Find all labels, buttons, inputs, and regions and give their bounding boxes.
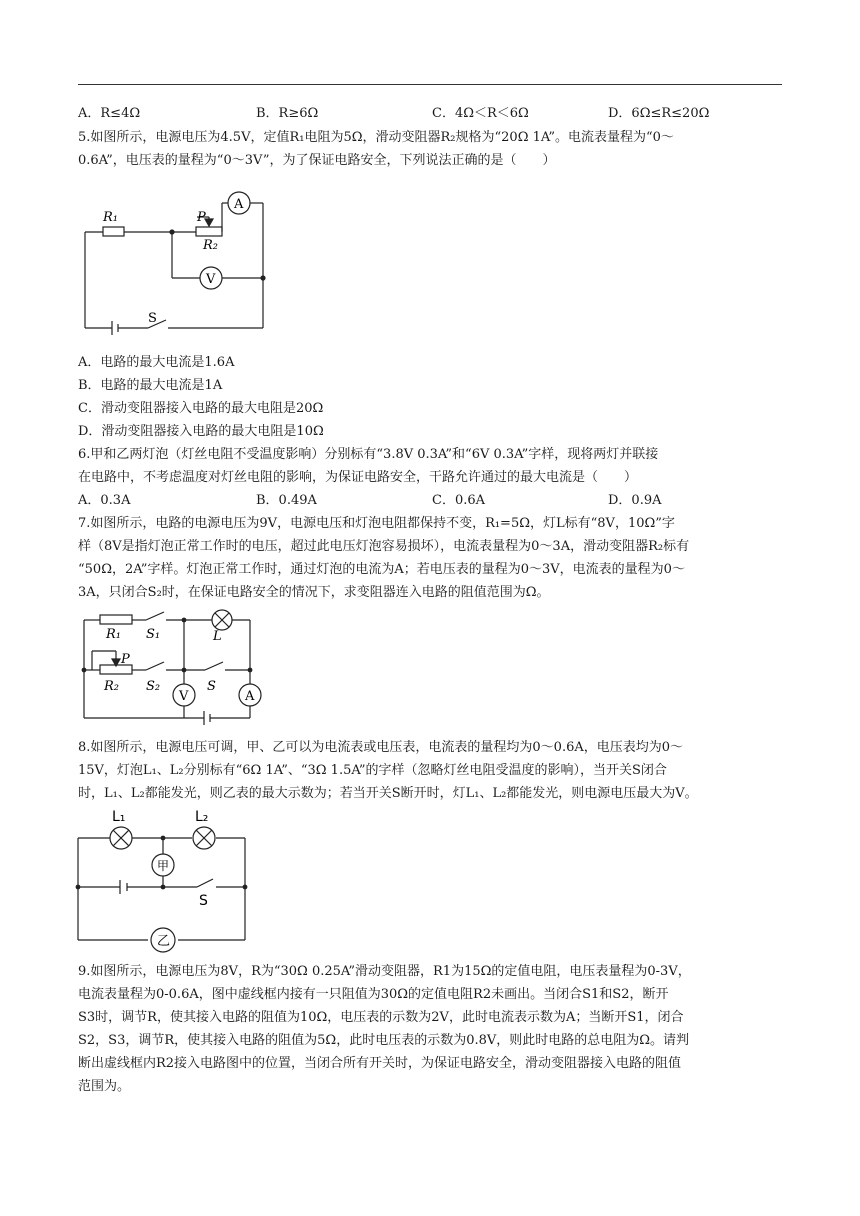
- q7-fig-s2-label: S₂: [146, 679, 161, 694]
- q5-fig-ammeter-label: A: [234, 197, 244, 212]
- q4-option-b: B．R≥6Ω: [256, 106, 319, 121]
- q5-fig-r2-label: R₂: [203, 238, 218, 253]
- q5-option-d: D．滑动变阻器接入电路的最大电阻是10Ω: [78, 424, 324, 439]
- q5-fig-voltmeter-label: V: [206, 272, 216, 287]
- q4-option-c: C．4Ω＜R＜6Ω: [432, 106, 529, 121]
- q6-option-a: A．0.3A: [78, 493, 131, 508]
- q7-fig-p-label: P: [121, 652, 130, 667]
- q6-option-b: B．0.49A: [256, 493, 317, 508]
- q5-fig-r1-label: R₁: [103, 210, 118, 225]
- q5-option-a: A．电路的最大电流是1.6A: [78, 355, 235, 370]
- q6-option-c: C．0.6A: [432, 493, 486, 508]
- q8-fig-l2-label: L₂: [195, 809, 209, 825]
- q8-stem-line: 时，L₁、L₂都能发光，则乙表的最大示数为；若当开关S断开时，灯L₁、L₂都能发光，则电源电压最大为V。: [78, 786, 698, 801]
- q5-stem-line: 5.如图所示，电源电压为4.5V，定值R₁电阻为5Ω，滑动变阻器R₂规格为“20Ω 1A”。电流表量程为“0～: [78, 130, 674, 145]
- q7-fig-r1-label: R₁: [106, 627, 121, 642]
- q5-option-b: B．电路的最大电流是1A: [78, 378, 223, 393]
- q7-fig-voltmeter-label: V: [179, 689, 189, 704]
- q5-stem-line: 0.6A”，电压表的量程为“0～3V”，为了保证电路安全，下列说法正确的是（ ）: [78, 153, 556, 168]
- q4-option-d: D．6Ω≤R≤20Ω: [608, 106, 710, 121]
- q8-fig-l1-label: L₁: [112, 809, 126, 825]
- q9-stem-line: 范围为。: [78, 1079, 131, 1094]
- q9-stem-line: S3时，调节R，使其接入电路的阻值为10Ω，电压表的示数为2V，此时电流表示数为A；当断开S1，闭合: [78, 1010, 684, 1025]
- q6-option-d: D．0.9A: [608, 493, 662, 508]
- q7-stem-line: “50Ω，2A”字样。灯泡正常工作时，通过灯泡的电流为A；若电压表的量程为0～3V，电流表的量程为0～: [78, 562, 685, 577]
- q7-fig-s1-label: S₁: [146, 627, 161, 642]
- q8-stem-line: 8.如图所示，电源电压可调，甲、乙可以为电流表或电压表，电流表的量程均为0～0.6A，电压表均为0～: [78, 740, 684, 755]
- q9-stem-line: 电流表量程为0-0.6A，图中虚线框内接有一只阻值为30Ω的定值电阻R2未画出。当闭合S1和S2，断开: [78, 987, 669, 1002]
- q6-stem-line: 6.甲和乙两灯泡（灯丝电阻不受温度影响）分别标有“3.8V 0.3A”和“6V 0.3A”字样，现将两灯并联接: [78, 447, 659, 462]
- q7-fig-r2-label: R₂: [104, 679, 119, 694]
- q7-stem-line: 3A，只闭合S₂时，在保证电路安全的情况下，求变阻器连入电路的阻值范围为Ω。: [78, 585, 550, 600]
- q4-option-a: A．R≤4Ω: [78, 106, 141, 121]
- q5-fig-p-label: P: [197, 210, 206, 225]
- q6-stem-line: 在电路中，不考虑温度对灯丝电阻的影响，为保证电路安全，干路允许通过的最大电流是（ ）: [78, 470, 638, 485]
- q7-fig-lamp-label: L: [213, 629, 222, 644]
- q7-fig-s-label: S: [207, 679, 216, 694]
- q9-stem-line: S2，S3，调节R，使其接入电路的阻值为5Ω，此时电压表的示数为0.8V，则此时电路的总电阻为Ω。请判: [78, 1033, 690, 1048]
- q5-fig-switch-label: S: [148, 311, 157, 326]
- q9-stem-line: 断出虚线框内R2接入电路图中的位置，当闭合所有开关时，为保证电路安全，滑动变阻器接入电路的阻值: [78, 1056, 682, 1071]
- q8-fig-yi-label: 乙: [157, 934, 171, 949]
- q9-stem-line: 9.如图所示，电源电压为8V，R为“30Ω 0.25A”滑动变阻器，R1为15Ω的定值电阻，电压表量程为0-3V，: [78, 964, 691, 979]
- q5-option-c: C．滑动变阻器接入电路的最大电阻是20Ω: [78, 401, 324, 416]
- q8-stem-line: 15V，灯泡L₁、L₂分别标有“6Ω 1A”、“3Ω 1.5A”的字样（忽略灯丝电阻受温度的影响），当开关S闭合: [78, 763, 667, 778]
- q7-fig-ammeter-label: A: [245, 689, 255, 704]
- q8-fig-s-label: S: [199, 893, 208, 909]
- q7-stem-line: 样（8V是指灯泡正常工作时的电压，超过此电压灯泡容易损坏），电流表量程为0～3A，滑动变阻器R₂标有: [78, 539, 690, 554]
- q8-fig-jia-label: 甲: [157, 859, 170, 873]
- q7-stem-line: 7.如图所示，电路的电源电压为9V，电源电压和灯泡电阻都保持不变，R₁=5Ω，灯L标有“8V，10Ω”字: [78, 516, 675, 531]
